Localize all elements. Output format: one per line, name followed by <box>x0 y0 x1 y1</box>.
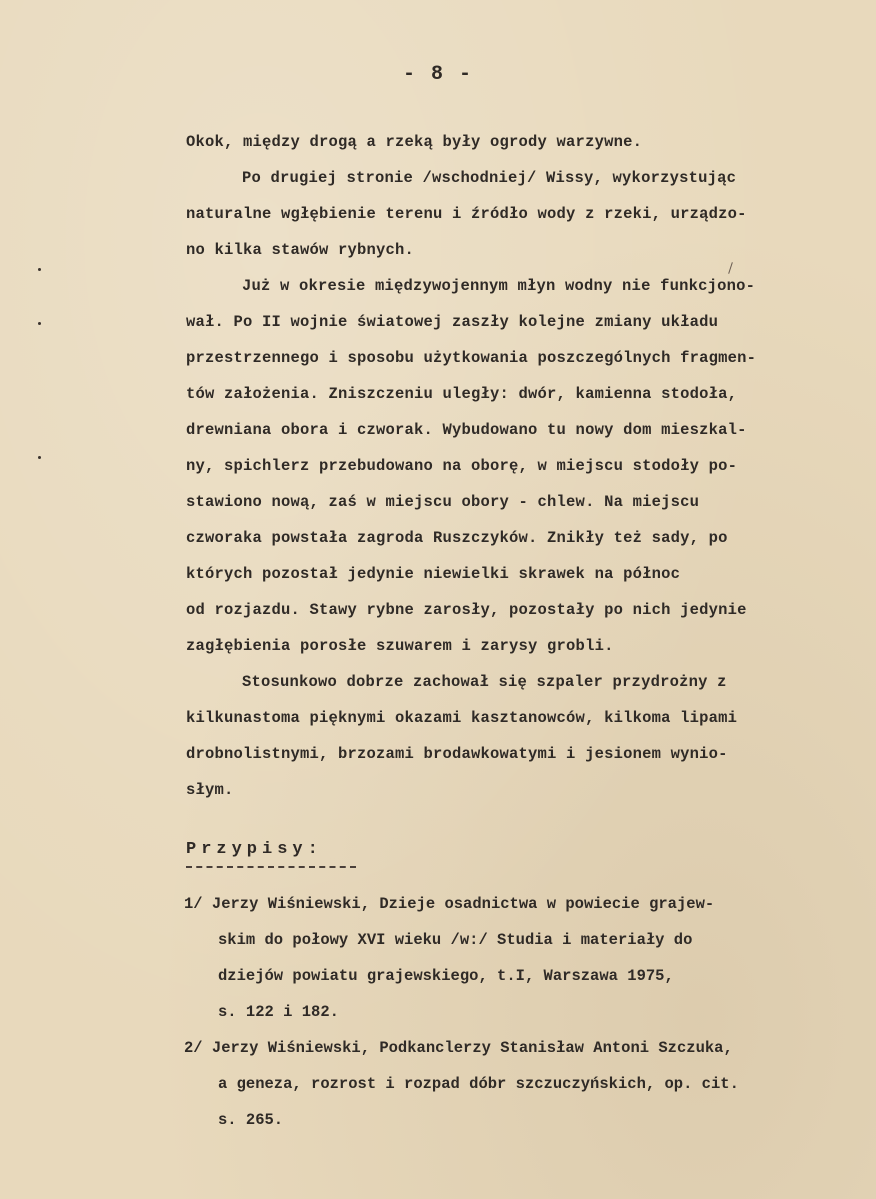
page-number: - 8 - <box>402 63 473 86</box>
body-line-9: drewniana obora i czworak. Wybudowano tu nowy dom mieszkal- <box>186 421 747 439</box>
margin-speck <box>38 456 41 459</box>
footnote-1-line-4: s. 122 i 182. <box>218 1003 339 1021</box>
body-line-8: tów założenia. Zniszczeniu uległy: dwór, kamienna stodoła, <box>186 385 738 403</box>
body-line-1: Okok, między drogą a rzeką były ogrody warzywne. <box>186 133 643 151</box>
body-line-4: no kilka stawów rybnych. <box>186 241 415 259</box>
margin-speck <box>38 322 41 325</box>
footnote-1 <box>184 886 834 1030</box>
footnote-2 <box>184 1030 834 1138</box>
body-line-12: czworaka powstała zagroda Ruszczyków. Znikły też sady, po <box>186 529 728 547</box>
footnote-2-line-3: s. 265. <box>218 1111 284 1129</box>
body-line-19: słym. <box>186 781 234 799</box>
footnote-2-line-1: 2/ Jerzy Wiśniewski, Podkanclerzy Stanisław Antoni Szczuka, <box>184 1039 733 1057</box>
body-line-5: Już w okresie międzywojennym młyn wodny nie funkcjono- <box>242 277 756 295</box>
footnotes-heading: Przypisy: <box>186 840 323 859</box>
body-line-11: stawiono nową, zaś w miejscu obory - chlew. Na miejscu <box>186 493 700 511</box>
footnote-1-line-3: dziejów powiatu grajewskiego, t.I, Warszawa 1975, <box>218 967 674 985</box>
body-line-13: których pozostał jedynie niewielki skrawek na północ <box>186 565 681 583</box>
body-line-7: przestrzennego i sposobu użytkowania poszczególnych fragmen- <box>186 349 757 367</box>
body-line-16: Stosunkowo dobrze zachował się szpaler przydrożny z <box>242 673 727 691</box>
body-line-10: ny, spichlerz przebudowano na oborę, w miejscu stodoły po- <box>186 457 738 475</box>
footnotes-list <box>184 886 834 1138</box>
body-line-2: Po drugiej stronie /wschodniej/ Wissy, wykorzystując <box>242 169 737 187</box>
margin-speck <box>38 268 41 271</box>
body-line-17: kilkunastoma pięknymi okazami kasztanowców, kilkoma lipami <box>186 709 738 727</box>
body-line-18: drobnolistnymi, brzozami brodawkowatymi i jesionem wynio- <box>186 745 728 763</box>
body-line-6: wał. Po II wojnie światowej zaszły kolejne zmiany układu <box>186 313 719 331</box>
body-line-14: od rozjazdu. Stawy rybne zarosły, pozostały po nich jedynie <box>186 601 747 619</box>
footnote-1-line-1: 1/ Jerzy Wiśniewski, Dzieje osadnictwa w powiecie grajew- <box>184 895 715 913</box>
body-line-3: naturalne wgłębienie terenu i źródło wody z rzeki, urządzo- <box>186 205 747 223</box>
body-line-15: zagłębienia porosłe szuwarem i zarysy grobli. <box>186 637 614 655</box>
footnote-1-line-2: skim do połowy XVI wieku /w:/ Studia i materiały do <box>218 931 693 949</box>
footnotes-heading-underline <box>186 866 356 868</box>
body-text <box>186 124 826 808</box>
footnote-2-line-2: a geneza, rozrost i rozpad dóbr szczuczyńskich, op. cit. <box>218 1075 739 1093</box>
